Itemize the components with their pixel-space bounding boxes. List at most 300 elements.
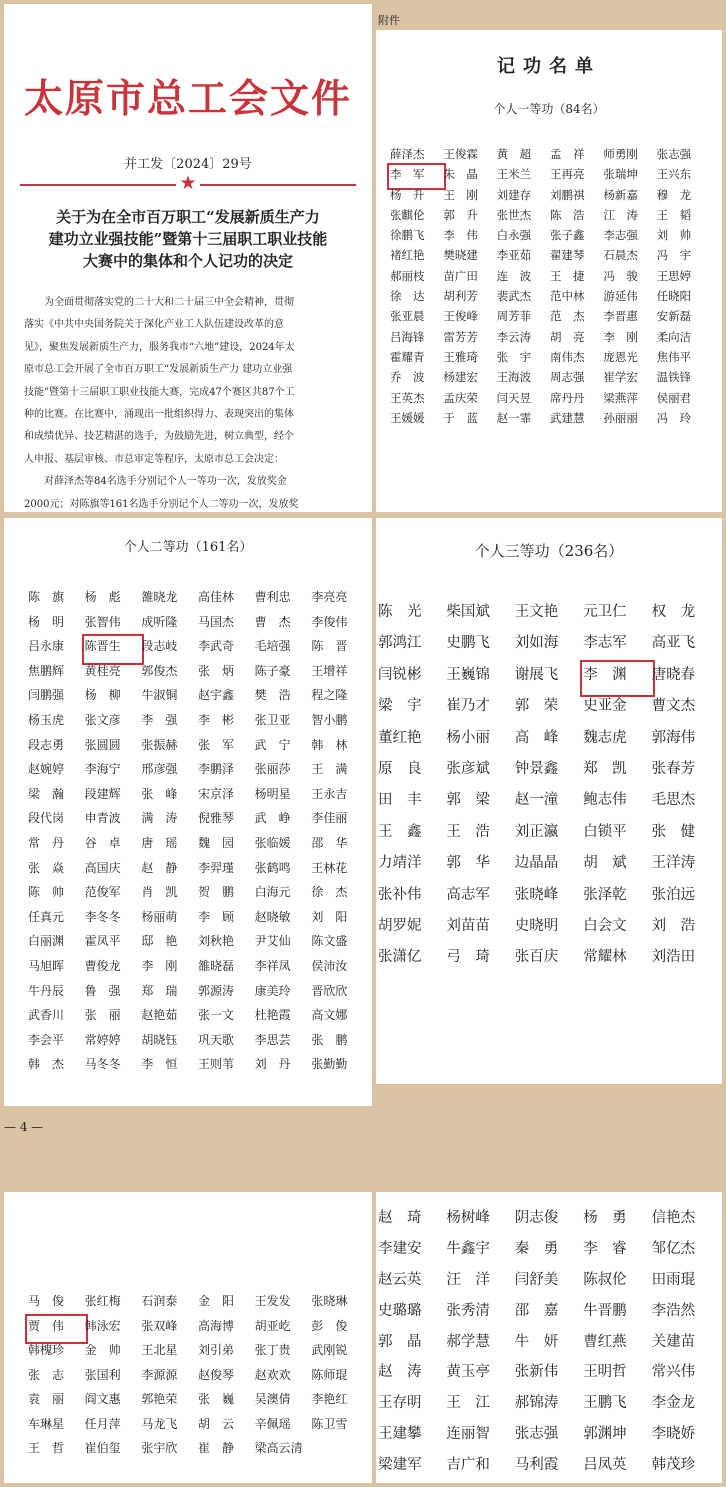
- name-entry: 胡亚屹: [254, 1318, 291, 1333]
- name-entry: 郭艳荣: [141, 1392, 178, 1406]
- doc-title-line: 建功立业强技能”暨第十三届职工职业技能: [48, 230, 328, 248]
- name-entry: 王文艳: [514, 604, 559, 620]
- name-entry: 牛鑫宇: [446, 1240, 490, 1257]
- name-entry: 贾 伟: [28, 1317, 85, 1342]
- doc-body: [24, 292, 360, 512]
- name-entry: 杨新嘉: [603, 187, 638, 202]
- name-entry: 张亚晨: [390, 309, 425, 324]
- name-entry: 巩天歌: [198, 1032, 235, 1047]
- doc-title-line: 大赛中的集体和个人记功的决定: [82, 252, 293, 270]
- name-entry: 王 浩: [446, 823, 490, 840]
- name-entry: 崔学宏: [603, 370, 638, 385]
- name-entry: 张卫亚: [254, 712, 291, 727]
- name-entry: 张晓琳: [311, 1294, 348, 1308]
- name-entry: 袁 丽: [28, 1392, 65, 1406]
- third-class-cont-panel: [376, 1192, 722, 1483]
- second-class-cont-name-grid: [28, 1292, 368, 1464]
- name-entry: 赵艳茹: [141, 1008, 178, 1023]
- name-entry: 苗广田: [443, 268, 478, 283]
- name-entry: 邢彦强: [141, 762, 178, 777]
- name-entry: 李祥凤: [254, 958, 291, 973]
- name-entry: 魏 园: [198, 835, 235, 850]
- name-entry: 曹俊龙: [84, 958, 121, 973]
- name-entry: 裴武杰: [496, 289, 532, 304]
- name-entry: 陈文盛: [311, 934, 348, 949]
- name-entry: 闫天昱: [496, 390, 532, 405]
- name-entry: 冯 宇: [656, 248, 692, 263]
- name-entry: 郭 升: [443, 207, 478, 222]
- name-entry: 李武奇: [198, 639, 235, 654]
- name-entry: 力靖洋: [378, 855, 422, 872]
- name-entry: 郑 瑞: [141, 983, 178, 998]
- name-entry: 智小鹏: [311, 712, 348, 727]
- second-class-cont-panel: [4, 1192, 372, 1483]
- name-entry: 范 杰: [549, 309, 585, 324]
- name-entry: 李 强: [141, 712, 178, 727]
- name-entry: 崔乃才: [446, 698, 490, 715]
- name-entry: 唐晓春: [651, 666, 696, 683]
- name-entry: 李志强: [603, 228, 638, 243]
- name-entry: 樊 浩: [254, 688, 291, 703]
- name-entry: 王海波: [496, 370, 532, 385]
- name-entry: 张百庆: [514, 949, 559, 966]
- name-entry: 牛晋鹏: [583, 1302, 627, 1319]
- name-entry: 赵宇鑫: [198, 688, 235, 703]
- name-entry: 王 江: [446, 1395, 490, 1412]
- name-entry: 杨树峰: [446, 1210, 490, 1226]
- name-entry: 高 峰: [514, 729, 559, 746]
- doc-body-line: 和成绩优异、技艺精湛的选手，为鼓励先进，树立典型，经个: [24, 431, 294, 443]
- name-entry: 徐 达: [390, 289, 425, 304]
- name-entry: 马龙飞: [141, 1416, 178, 1431]
- name-entry: 赵晓敏: [254, 909, 291, 924]
- name-entry: 郑 凯: [583, 760, 627, 777]
- name-entry: 刘鹏祺: [549, 187, 585, 202]
- name-entry: 张国利: [84, 1367, 121, 1382]
- name-entry: 邵 嘉: [514, 1302, 559, 1319]
- name-entry: 郭鸿江: [378, 635, 422, 652]
- name-entry: 白丽渊: [28, 934, 65, 949]
- name-entry: 张文彦: [84, 712, 121, 727]
- name-entry: 陈师琨: [311, 1367, 348, 1382]
- name-entry: 韩 林: [311, 737, 348, 752]
- name-entry: 牛淑铜: [141, 688, 178, 703]
- name-entry: 史晓明: [514, 917, 559, 934]
- name-entry: 张 炳: [198, 663, 235, 678]
- name-entry: 任月萍: [84, 1416, 121, 1431]
- name-entry: 樊晓建: [443, 248, 478, 263]
- name-entry: 李 彬: [198, 712, 235, 727]
- name-entry: 石润泰: [141, 1294, 178, 1308]
- name-entry: 韩泳宏: [84, 1318, 121, 1333]
- name-entry: 韩 杰: [28, 1057, 65, 1072]
- name-entry: 刘正瀛: [514, 823, 559, 840]
- name-entry: 谢展飞: [514, 666, 559, 683]
- red-rule-left: [20, 184, 176, 186]
- second-class-heading: 个人二等功（161名）: [123, 540, 253, 555]
- name-entry: 雒晓磊: [198, 958, 235, 973]
- name-entry: 张子鑫: [549, 228, 585, 243]
- name-entry: 郭 荣: [514, 698, 559, 715]
- name-entry: 胡 云: [198, 1416, 235, 1431]
- name-entry: 胡利芳: [443, 289, 478, 304]
- name-entry: 乔 波: [390, 370, 425, 385]
- name-entry: 李浩然: [651, 1302, 696, 1319]
- name-entry: 王 韬: [656, 207, 692, 222]
- name-entry: 杨 升: [390, 187, 425, 202]
- name-entry: 张 巍: [198, 1392, 235, 1406]
- name-entry: 刘 丹: [254, 1057, 291, 1072]
- name-entry: [311, 1439, 368, 1464]
- name-entry: 张 宇: [496, 349, 532, 364]
- name-entry: 孟庆荣: [443, 390, 478, 405]
- name-entry: 柴国斌: [446, 604, 490, 620]
- name-entry: 李 伟: [443, 228, 478, 243]
- name-entry: 梁燕萍: [603, 390, 638, 405]
- doc-body-line: 原市总工会开展了全市百万职工“发展新质生产力 建功立业强: [24, 364, 293, 376]
- name-entry: 陈 光: [378, 604, 422, 620]
- doc-body-line: 见》，聚焦发展新质生产力，服务我市“六地”建设，2024年太: [24, 341, 295, 353]
- name-entry: 杨丽萌: [141, 909, 178, 924]
- name-entry: 王兴东: [656, 167, 692, 182]
- name-entry: 张 健: [651, 823, 696, 840]
- name-entry: 张双峰: [141, 1318, 178, 1333]
- name-entry: 王 满: [311, 762, 348, 777]
- name-entry: 庞恩光: [603, 349, 638, 364]
- name-entry: 梁 瀚: [28, 786, 65, 801]
- third-class-heading: 个人三等功（236名）: [474, 542, 624, 560]
- name-entry: 张丁贵: [254, 1343, 291, 1357]
- name-entry: 牛丹辰: [28, 983, 65, 998]
- name-entry: 韩槐珍: [28, 1343, 65, 1357]
- name-entry: 马冬冬: [84, 1057, 121, 1072]
- name-entry: 李 军: [390, 166, 443, 186]
- name-entry: 权 龙: [651, 604, 696, 620]
- name-entry: 侯丽君: [656, 390, 692, 405]
- name-entry: 张圆圆: [84, 737, 121, 752]
- name-entry: 王洋涛: [651, 855, 696, 872]
- name-entry: 史璐璐: [378, 1302, 422, 1319]
- name-entry: 张 志: [28, 1367, 65, 1382]
- name-entry: 杨玉虎: [28, 712, 65, 727]
- name-entry: 秦 勇: [514, 1240, 559, 1257]
- name-entry: 温铁锋: [656, 370, 692, 385]
- annex-title: 记功名单: [497, 56, 601, 77]
- name-entry: 张泊远: [651, 886, 696, 903]
- name-entry: 程之隆: [311, 688, 348, 703]
- name-entry: 魏志虎: [583, 729, 627, 746]
- name-entry: 朱 晶: [443, 167, 478, 182]
- name-entry: 张新伟: [514, 1364, 559, 1381]
- name-entry: 杨 柳: [84, 688, 121, 703]
- name-entry: 范俊军: [84, 885, 121, 900]
- name-entry: 邹亿杰: [651, 1240, 696, 1257]
- name-entry: 陈 晋: [311, 639, 348, 654]
- name-entry: 信艳杰: [651, 1210, 696, 1226]
- name-entry: 孙丽丽: [603, 410, 638, 425]
- second-class-name-grid: [28, 588, 368, 1080]
- name-entry: 王媛媛: [390, 410, 425, 425]
- name-entry: 段代岗: [28, 811, 65, 826]
- name-entry: 席丹丹: [549, 390, 585, 405]
- name-entry: 张晓峰: [514, 886, 559, 903]
- name-entry: 张泽乾: [583, 886, 627, 903]
- name-entry: 刘引弟: [198, 1343, 235, 1357]
- name-entry: 张志强: [656, 147, 692, 161]
- name-entry: 马 俊: [28, 1294, 65, 1308]
- name-entry: 张一文: [198, 1008, 235, 1023]
- name-entry: 翟建琴: [549, 248, 585, 263]
- doc-body-line: 落实《中共中央国务院关于深化产业工人队伍建设改革的意: [24, 319, 284, 331]
- name-entry: 武刚锐: [311, 1343, 348, 1357]
- name-entry: 连丽智: [446, 1426, 490, 1443]
- name-entry: 李亚茹: [496, 248, 532, 263]
- name-entry: 张 峰: [141, 786, 178, 801]
- name-entry: 常耀林: [583, 949, 627, 966]
- name-entry: 弓 琦: [446, 949, 490, 966]
- name-entry: 李 睿: [583, 1240, 627, 1257]
- name-entry: 张麒伦: [390, 207, 425, 222]
- name-entry: 高志军: [446, 886, 490, 903]
- name-entry: 黄 超: [496, 147, 532, 161]
- name-entry: 刘秋艳: [198, 934, 235, 949]
- name-entry: 郭 梁: [446, 792, 490, 809]
- name-entry: 霍耀青: [390, 349, 425, 364]
- name-entry: 元卫仁: [583, 604, 627, 620]
- name-entry: 李冬冬: [84, 909, 121, 924]
- name-entry: 王 鑫: [378, 823, 422, 840]
- name-entry: 褚红艳: [390, 248, 425, 263]
- name-entry: 王北星: [141, 1343, 178, 1357]
- name-entry: 刘 浩: [651, 917, 696, 934]
- name-entry: 郭源涛: [198, 983, 235, 998]
- name-entry: 邵 华: [311, 835, 348, 850]
- name-entry: 王 刚: [443, 187, 478, 202]
- name-entry: 梁高云清: [254, 1441, 303, 1455]
- name-entry: 韩茂珍: [651, 1457, 696, 1474]
- name-entry: 徐 杰: [311, 885, 348, 900]
- page-number: — 4 —: [4, 1120, 44, 1134]
- name-entry: 侯沛汝: [311, 958, 348, 973]
- name-entry: 尹艾仙: [254, 934, 291, 949]
- name-entry: 李思芸: [254, 1032, 291, 1047]
- name-entry: 史亚金: [583, 698, 627, 715]
- name-entry: 田雨琨: [651, 1271, 696, 1288]
- name-entry: 辛佩瑶: [254, 1416, 291, 1431]
- name-entry: 连 波: [496, 268, 532, 283]
- name-entry: 李晋惠: [603, 309, 638, 324]
- name-entry: 刘 帅: [656, 228, 692, 243]
- name-entry: 任真元: [28, 909, 65, 924]
- name-entry: 武 峥: [254, 811, 291, 826]
- name-entry: 赵一潼: [514, 792, 559, 809]
- name-entry: 常婷婷: [84, 1032, 121, 1047]
- name-entry: 武建慧: [549, 410, 585, 425]
- name-entry: 牛 妍: [514, 1333, 559, 1350]
- doc-title: [4, 206, 372, 272]
- org-title: 太原市总工会文件: [23, 76, 352, 122]
- name-entry: 彭 俊: [311, 1318, 348, 1333]
- name-entry: 王 哲: [28, 1441, 65, 1455]
- name-entry: 王鹏飞: [583, 1395, 627, 1412]
- name-entry: 曹利忠: [254, 590, 291, 604]
- name-entry: 徐鹏飞: [390, 228, 425, 243]
- doc-body-line: 技能”暨第十三届职工职业技能大赛，完成47个赛区共87个工: [24, 386, 295, 398]
- name-entry: 黄桂亮: [84, 663, 121, 678]
- name-entry: 张 丽: [84, 1008, 121, 1023]
- name-entry: 李佳丽: [311, 811, 348, 826]
- doc-title-line: 关于为在全市百万职工“发展新质生产力: [56, 208, 320, 226]
- name-entry: 李源源: [141, 1367, 178, 1382]
- name-entry: 高国庆: [84, 860, 121, 875]
- name-entry: 周志强: [549, 370, 585, 385]
- name-entry: 郭 华: [446, 855, 490, 872]
- name-entry: 白海元: [254, 885, 291, 900]
- name-entry: 贺 鹏: [198, 885, 235, 900]
- name-entry: 杨建宏: [443, 370, 478, 385]
- name-entry: 唐 瑶: [141, 835, 178, 850]
- name-entry: 关建苗: [651, 1333, 696, 1350]
- name-entry: 肖 凯: [141, 885, 178, 900]
- name-entry: 陈卫雪: [311, 1416, 348, 1431]
- first-class-heading: 个人一等功（84名）: [493, 102, 605, 116]
- name-entry: 成听隆: [141, 614, 178, 629]
- name-entry: 李云涛: [496, 329, 532, 344]
- name-entry: 杨 彪: [84, 590, 121, 604]
- name-entry: 穆 龙: [656, 187, 692, 202]
- name-entry: 陈 帅: [28, 885, 65, 900]
- name-entry: 董红艳: [378, 729, 422, 746]
- name-entry: 李俊伟: [311, 614, 348, 629]
- name-entry: 郭渊坤: [583, 1426, 627, 1443]
- name-entry: 王米兰: [496, 167, 532, 182]
- name-entry: 刘浩田: [651, 949, 696, 966]
- name-entry: 闫舒美: [514, 1271, 559, 1288]
- name-entry: 薛泽杰: [390, 147, 425, 161]
- name-entry: 周芳菲: [496, 309, 532, 324]
- name-entry: 李 渊: [583, 663, 651, 694]
- name-entry: 李 恒: [141, 1057, 178, 1072]
- name-entry: 闫锐彬: [378, 666, 422, 683]
- name-entry: 刘 阳: [311, 909, 348, 924]
- name-entry: 焦伟平: [656, 349, 692, 364]
- name-entry: 金 阳: [198, 1294, 235, 1308]
- name-entry: 张秀清: [446, 1302, 490, 1319]
- name-entry: 张 鹏: [311, 1032, 348, 1047]
- name-entry: 张智伟: [84, 614, 121, 629]
- name-entry: 陈子豪: [254, 663, 291, 678]
- name-entry: 杨明星: [254, 786, 291, 801]
- star-icon: ★: [179, 172, 197, 194]
- name-entry: 李会平: [28, 1032, 65, 1047]
- name-entry: 段志勇: [28, 737, 65, 752]
- name-entry: 王雅琦: [443, 349, 478, 364]
- name-entry: 赵云英: [378, 1271, 422, 1288]
- name-entry: 刘苗苗: [446, 917, 490, 934]
- third-class-cont-name-grid: [378, 1206, 720, 1483]
- name-entry: 原 良: [378, 760, 422, 777]
- name-entry: 张志强: [514, 1426, 559, 1443]
- name-entry: 胡晓钰: [141, 1032, 178, 1047]
- name-entry: 阴志俊: [514, 1210, 559, 1226]
- name-entry: 李建安: [378, 1240, 422, 1257]
- name-entry: 王林花: [311, 860, 348, 875]
- name-entry: 吕海锋: [390, 329, 425, 344]
- name-entry: 张彦斌: [446, 760, 490, 777]
- name-entry: 王明哲: [583, 1364, 627, 1381]
- doc-body-line: 2000元；对陈旗等161名选手分别记个人二等功一次，发放奖: [24, 498, 299, 510]
- name-entry: 李 顾: [198, 909, 235, 924]
- name-entry: 南伟杰: [549, 349, 585, 364]
- name-entry: 晋欣欣: [311, 983, 348, 998]
- name-entry: 王思婷: [656, 268, 692, 283]
- name-entry: 常兴伟: [651, 1364, 696, 1381]
- name-entry: 吉广和: [446, 1457, 490, 1474]
- name-entry: 郝学慧: [446, 1333, 490, 1350]
- name-entry: 王永吉: [311, 786, 348, 801]
- name-entry: 李艳红: [311, 1392, 348, 1406]
- name-entry: 杨 勇: [583, 1210, 627, 1226]
- name-entry: 马旭晖: [28, 958, 65, 973]
- name-entry: 曹红燕: [583, 1333, 627, 1350]
- name-entry: 张丽莎: [254, 762, 291, 777]
- name-entry: 孟 祥: [549, 147, 585, 161]
- name-entry: 李 刚: [141, 958, 178, 973]
- name-entry: 胡 亮: [549, 329, 585, 344]
- name-entry: 黄玉亭: [446, 1364, 490, 1381]
- third-class-panel: [376, 518, 722, 1084]
- name-entry: 阎文惠: [84, 1392, 121, 1406]
- name-entry: 张补伟: [378, 886, 422, 903]
- name-entry: 田 丰: [378, 792, 422, 809]
- name-entry: 鲍志伟: [583, 792, 627, 809]
- name-entry: 安新磊: [656, 309, 692, 324]
- name-entry: 王则苇: [198, 1057, 235, 1072]
- name-entry: 张潇亿: [378, 949, 422, 966]
- name-entry: 金 帅: [84, 1343, 121, 1357]
- name-entry: 刘建存: [496, 187, 532, 202]
- name-entry: 霍凤平: [84, 934, 121, 949]
- name-entry: 李晓娇: [651, 1426, 696, 1443]
- name-entry: 陈叔伦: [583, 1271, 627, 1288]
- name-entry: 高亚飞: [651, 635, 696, 652]
- name-entry: 梁 宇: [378, 698, 422, 715]
- name-entry: 谷 卓: [84, 835, 121, 850]
- name-entry: 杨小丽: [446, 729, 490, 746]
- first-class-name-grid: [390, 146, 710, 430]
- name-entry: 马国杰: [198, 614, 235, 629]
- name-entry: 毛培强: [254, 639, 291, 654]
- name-entry: 王 捷: [549, 268, 585, 283]
- name-entry: 崔伯玺: [84, 1441, 121, 1455]
- name-entry: 游延伟: [603, 289, 638, 304]
- name-entry: 张 焱: [28, 860, 65, 875]
- name-entry: 胡罗妮: [378, 917, 422, 934]
- name-entry: 江 涛: [603, 207, 638, 222]
- name-entry: 王存明: [378, 1395, 422, 1412]
- name-entry: 任晓阳: [656, 289, 692, 304]
- name-entry: 焦鹏辉: [28, 663, 65, 678]
- name-entry: 李海宁: [84, 762, 121, 777]
- name-entry: 汪 洋: [446, 1271, 490, 1288]
- name-entry: 张临媛: [254, 835, 291, 850]
- name-entry: 师勇刚: [603, 147, 638, 161]
- name-entry: 李鹏泽: [198, 762, 235, 777]
- name-entry: 吴澳倩: [254, 1392, 291, 1406]
- name-entry: 邸 艳: [141, 934, 178, 949]
- name-entry: 郭俊杰: [141, 663, 178, 678]
- name-entry: 曹 杰: [254, 614, 291, 629]
